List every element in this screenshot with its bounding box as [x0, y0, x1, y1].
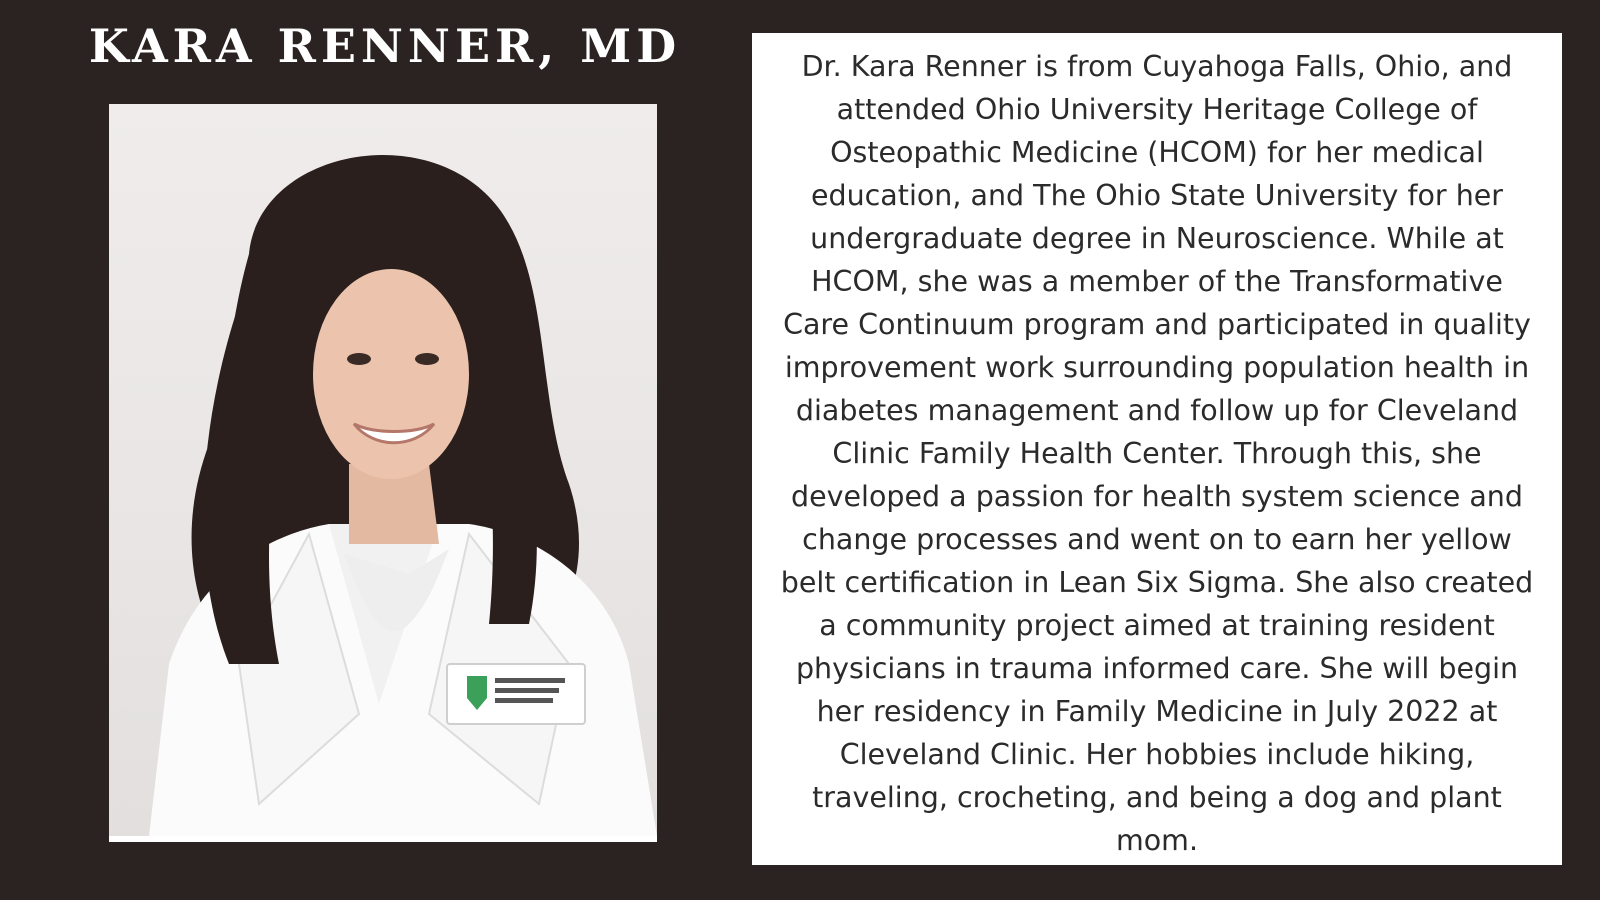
bio-panel [752, 33, 1562, 865]
page-title: KARA RENNER, MD [88, 19, 682, 73]
bio-text: Dr. Kara Renner is from Cuyahoga Falls, Ohio, and attended Ohio University Heritage College of Osteopathic Medicine (HCOM) for her medical education, and The Ohio State University for her undergraduate degree in Neuroscience. While at HCOM, she was a member of the Transformative Care Continuum program and participated in quality improvement work surrounding population health in diabetes management and follow up for Cleveland Clinic Family Health Center. Through this, she developed a passion for health system science and change processes and went on to earn her yellow belt certification in Lean Six Sigma. She also created a community project aimed at training resident physicians in trauma informed care. She will begin her residency in Family Medicine in July 2022 at Cleveland Clinic. Her hobbies include hiking, traveling, crocheting, and being a dog and plant mom. [780, 50, 1534, 857]
profile-photo [109, 104, 657, 842]
